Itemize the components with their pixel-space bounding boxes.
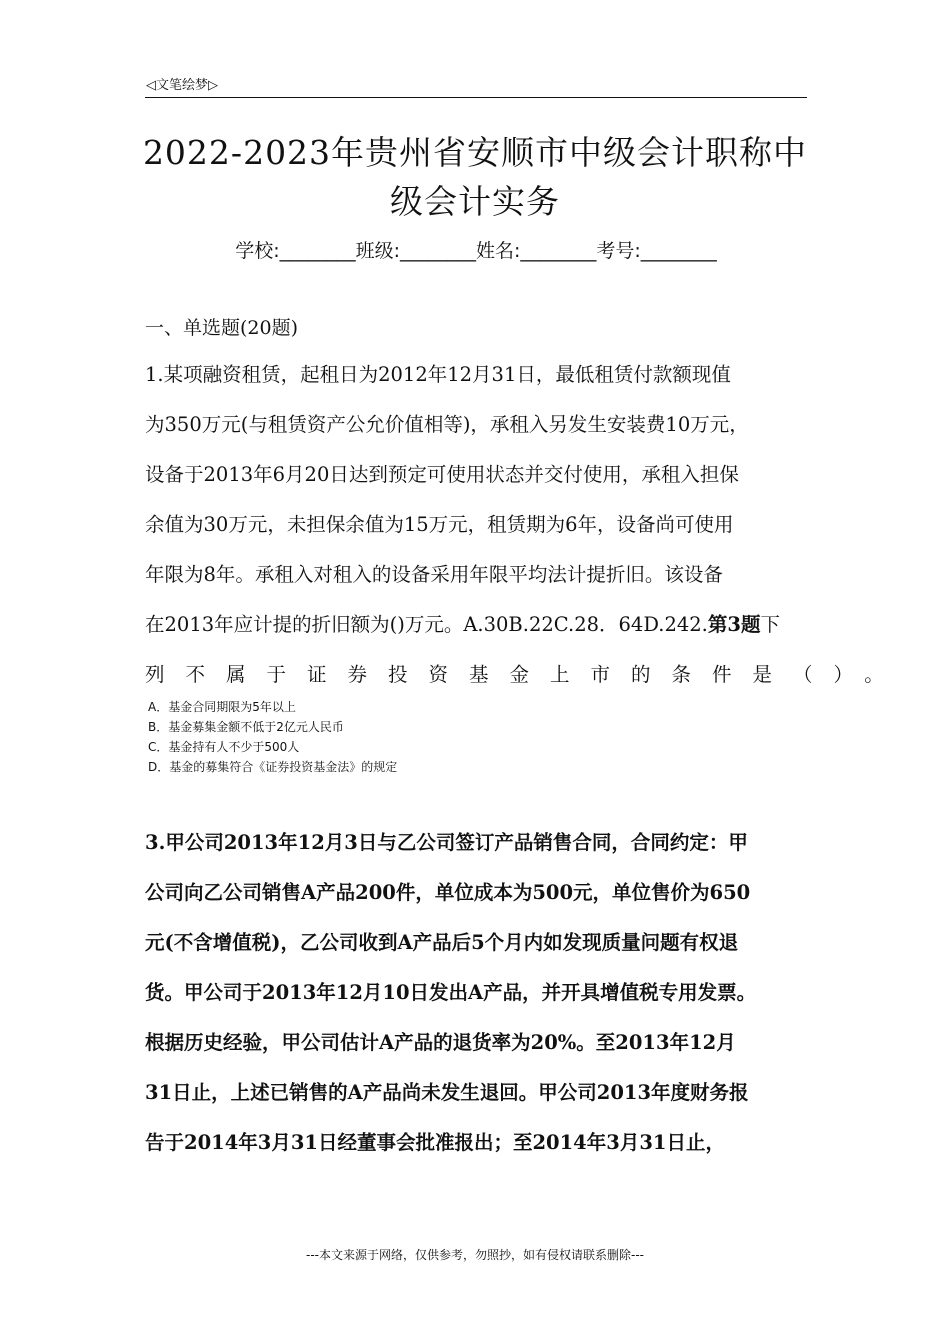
question-line-text: 在2013年应计提的折旧额为()万元。A.30B.22C.28．64D.242.	[145, 613, 708, 636]
option-d: D．基金的募集符合《证券投资基金法》的规定	[148, 760, 398, 774]
question-3	[145, 818, 825, 1168]
title-line-1: 2022-2023年贵州省安顺市中级会计职称中	[142, 133, 808, 172]
title-line-2: 级会计实务	[390, 182, 560, 221]
question-line: 货。甲公司于2013年12月10日发出A产品，并开具增值税专用发票。	[145, 981, 757, 1004]
question-line: 为350万元(与租赁资产公允价值相等)，承租入另发生安装费10万元，	[145, 413, 749, 436]
question-line	[145, 600, 835, 650]
document-title	[120, 128, 830, 226]
section-heading: 一、单选题(20题)	[145, 317, 299, 339]
question-line: 元(不含增值税)，乙公司收到A产品后5个月内如发现质量问题有权退	[145, 931, 739, 954]
question-line: 设备于2013年6月20日达到预定可使用状态并交付使用，承租入担保	[145, 463, 739, 486]
question-2-label: 第3题	[707, 613, 761, 636]
option-b: B．基金募集金额不低于2亿元人民币	[148, 720, 344, 734]
question-line: 余值为30万元，未担保余值为15万元，租赁期为6年，设备尚可使用	[145, 513, 734, 536]
question-2-tail: 下	[760, 613, 780, 636]
header-brand: ◁文笔绘梦▷	[146, 78, 218, 93]
header-divider	[145, 97, 807, 98]
answer-options	[148, 697, 397, 777]
question-line: 年限为8年。承租入对租入的设备采用年限平均法计提折旧。该设备	[145, 563, 723, 586]
question-line: 公司向乙公司销售A产品200件，单位成本为500元，单位售价为650	[145, 881, 751, 904]
question-1	[145, 350, 905, 700]
question-line: 1.某项融资租赁，起租日为2012年12月31日，最低租赁付款额现值	[145, 363, 731, 386]
option-a: A．基金合同期限为5年以上	[148, 700, 296, 714]
question-2-line: 列不属于证券投资基金上市的条件是（）。	[145, 663, 905, 686]
student-info-line: 学校:________班级:________姓名:________考号:________	[235, 240, 717, 262]
option-c: C．基金持有人不少于500人	[148, 740, 300, 754]
question-line: 3.甲公司2013年12月3日与乙公司签订产品销售合同，合同约定：甲	[145, 831, 748, 854]
question-line: 根据历史经验，甲公司估计A产品的退货率为20%。至2013年12月	[145, 1031, 736, 1054]
question-line: 告于2014年3月31日经董事会批准报出；至2014年3月31日止，	[145, 1131, 725, 1154]
question-line: 31日止，上述已销售的A产品尚未发生退回。甲公司2013年度财务报	[145, 1081, 749, 1104]
footer-disclaimer: ---本文来源于网络，仅供参考，勿照抄，如有侵权请联系删除---	[306, 1248, 644, 1262]
